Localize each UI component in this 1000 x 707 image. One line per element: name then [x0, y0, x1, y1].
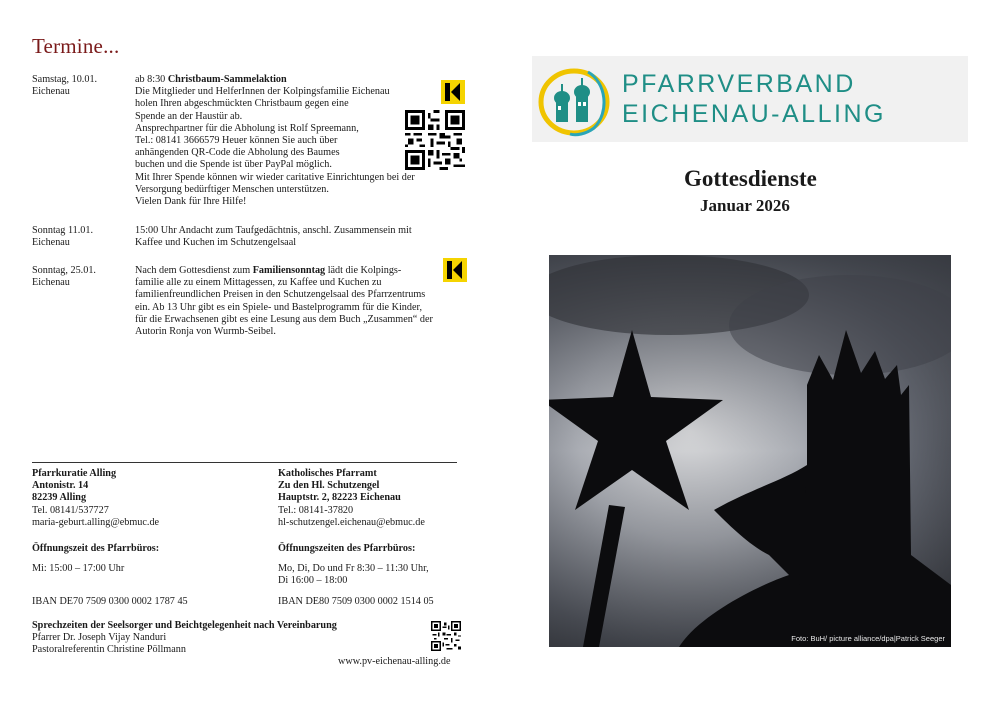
- event-description: 15:00 Uhr Andacht zum Taufgedächtnis, anschl. Zusammensein mit Kaffee und Kuchen im Schutzengelsaal: [135, 225, 412, 249]
- hours-eichenau: Mo, Di, Do und Fr 8:30 – 11:30 Uhr, Di 16:00 – 18:00: [278, 563, 429, 587]
- seelsorge-title: Sprechzeiten der Seelsorger und Beichtgelegenheit nach Vereinbarung: [32, 620, 337, 631]
- website-link[interactable]: www.pv-eichenau-alling.de: [338, 656, 451, 667]
- cover-title: Gottesdienste: [684, 166, 817, 191]
- event-date-block: Samstag, 10.01. Eichenau: [32, 74, 98, 98]
- logo-line-1: PFARRVERBAND: [622, 70, 856, 98]
- termine-heading: Termine...: [32, 34, 120, 58]
- divider: [32, 462, 457, 463]
- contact-alling: Pfarrkuratie Alling Antonistr. 14 82239 Alling Tel. 08141/537727 maria-geburt.alling@ebmuc.de: [32, 468, 262, 529]
- hours-title-eichenau: Öffnungszeiten des Pfarrbüros:: [278, 543, 416, 554]
- event-headline: Christbaum-Sammelaktion: [167, 74, 287, 85]
- event-description: Nach dem Gottesdienst zum Familiensonntag lädt die Kolpings- familie alle zu einem Mittagessen, zu Kaffee und Kuchen zu familienfreundlichen Preisen in den Schutzengelsaal des Pfarrzentrums ein. Ab 13 Uhr gibt es ein Spiele- und Bastelprogramm für die Kinder, für die Erwachsenen gibt es eine Lesung aus dem Buch „Zusammen“ der Autorin Ronja von Wurmb-Seibel.: [135, 265, 433, 338]
- event-date-block: Sonntag, 25.01. Eichenau: [32, 265, 96, 289]
- email-link[interactable]: hl-schutzengel.eichenau@ebmuc.de: [278, 516, 425, 528]
- qr-code-icon[interactable]: [405, 110, 465, 170]
- event-familiensonntag: [32, 265, 472, 345]
- cover-subtitle: Januar 2026: [700, 196, 790, 215]
- logo-line-2: EICHENAU-ALLING: [622, 100, 886, 128]
- event-date-block: Sonntag 11.01. Eichenau: [32, 225, 94, 249]
- priest-name: Pfarrer Dr. Joseph Vijay Nanduri: [32, 632, 167, 643]
- cover-photo: [549, 255, 951, 647]
- iban-eichenau: IBAN DE80 7509 0300 0002 1514 05: [278, 596, 434, 607]
- event-taufgedaechtnis: [32, 225, 472, 251]
- hours-alling: Mi: 15:00 – 17:00 Uhr: [32, 563, 125, 574]
- hours-title-alling: Öffnungszeit des Pfarrbüros:: [32, 543, 160, 554]
- pfarrverband-logo: [532, 56, 968, 142]
- email-link[interactable]: maria-geburt.alling@ebmuc.de: [32, 516, 160, 528]
- kolping-logo-icon: [441, 80, 465, 104]
- iban-alling: IBAN DE70 7509 0300 0002 1787 45: [32, 596, 188, 607]
- kolping-logo-icon: [443, 258, 467, 282]
- referent-name: Pastoralreferentin Christine Pöllmann: [32, 644, 186, 655]
- photo-credit: Foto: BuH/ picture alliance/dpa|Patrick Seeger: [791, 634, 945, 643]
- event-headline: Familiensonntag: [252, 265, 326, 276]
- event-description: ab 8:30 Christbaum-Sammelaktion Die Mitglieder und HelferInnen der Kolpingsfamilie Eichenau holen Ihren abgeschmückten Christbaum gegen eine Spende an der Haustür ab. Ansprechpartner für die Abholung ist Rolf Spreemann, Tel.: 08141 3666579 Heuer können Sie auch über anhängenden QR-Code die Abholung des Baumes buchen und die Spende ist über PayPal möglich. Mit Ihrer Spende können wir wieder caritative Einrichtungen bei der Versorgung bedürftiger Menschen unterstützen. Vielen Dank für Ihre Hilfe!: [135, 74, 415, 208]
- qr-code-icon[interactable]: [431, 621, 461, 651]
- church-logo-icon: [536, 62, 612, 138]
- contact-eichenau: Katholisches Pfarramt Zu den Hl. Schutzengel Hauptstr. 2, 82223 Eichenau Tel.: 08141-37820 hl-schutzengel.eichenau@ebmuc.de: [278, 468, 478, 529]
